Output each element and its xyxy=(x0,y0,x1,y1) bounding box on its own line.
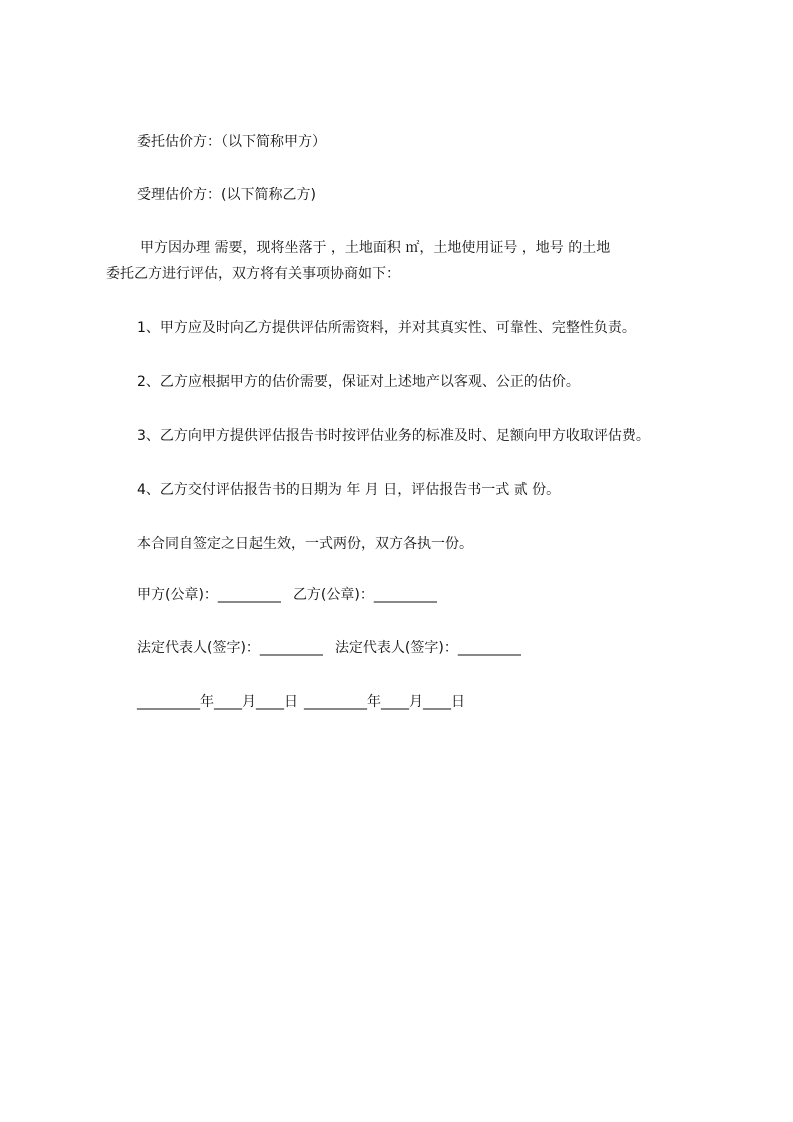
party-a-representative-field: 法定代表人(签字)：_________ xyxy=(137,640,323,656)
assessor-party-line: 受理估价方：(以下简称乙方) xyxy=(137,187,316,203)
signature-date-row xyxy=(137,692,465,712)
clause-2: 2、乙方应根据甲方的估价需要，保证对上述地产以客观、公正的估价。 xyxy=(137,374,580,390)
seal-signature-row xyxy=(137,585,437,605)
party-a-date-field: _________年____月____日 xyxy=(137,694,298,710)
party-b-date-field: _________年____月____日 xyxy=(304,694,465,710)
intro-line-1: 甲方因办理 需要，现将坐落于 ，土地面积 ㎡，土地使用证号 ，地号 的土地 xyxy=(140,240,611,256)
party-b-representative-field: 法定代表人(签字)：_________ xyxy=(334,640,521,656)
effective-clause: 本合同自签定之日起生效，一式两份，双方各执一份。 xyxy=(137,536,473,552)
party-b-seal-field: 乙方(公章)：_________ xyxy=(292,587,437,603)
clause-1: 1、甲方应及时向乙方提供评估所需资料，并对其真实性、可靠性、完整性负责。 xyxy=(137,320,636,336)
party-a-seal-field: 甲方(公章)：_________ xyxy=(137,587,281,603)
intro-line-2: 委托乙方进行评估，双方将有关事项协商如下： xyxy=(106,266,400,282)
client-party-line: 委托估价方：（以下简称甲方） xyxy=(137,134,326,150)
clause-4: 4、乙方交付评估报告书的日期为 年 月 日，评估报告书一式 贰 份。 xyxy=(137,482,561,498)
clause-3: 3、乙方向甲方提供评估报告书时按评估业务的标准及时、足额向甲方收取评估费。 xyxy=(137,428,650,444)
representative-signature-row xyxy=(137,638,521,658)
